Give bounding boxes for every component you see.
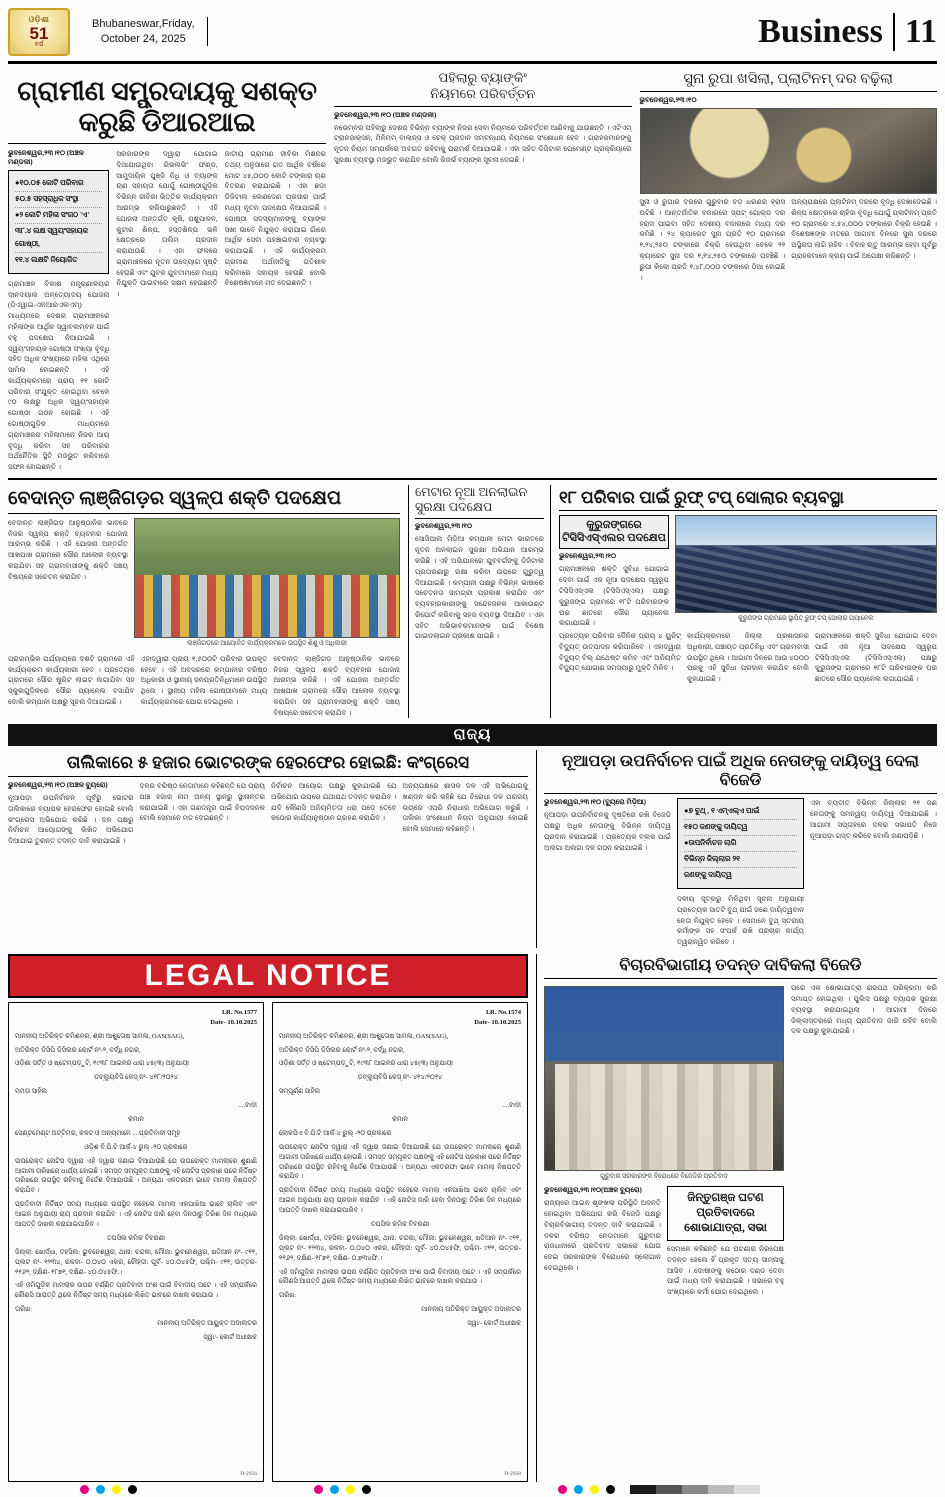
legal-respondents-2: ଲୋକପିଏ ବି.ପି.ଟି ଆର୍କ-୪ ରୁଲ୍ -୨୦ ପ୍ରକାରେ	[279, 1129, 392, 1137]
legal-date-2: Date- 10.10.2025	[474, 1018, 521, 1026]
section-title: Business	[758, 12, 883, 50]
judicial-body-2: ସେମାନେ କହିଛନ୍ତି ଯେ ଘଟଣାର ନିରପେକ୍ଷ ତଦନ୍ତ ହେଲେ ହିଁ ପ୍ରକୃତ ସତ୍ୟ ସାମ୍ନାକୁ ଆସିବ । ଦୋଷୀଙ୍କୁ କଠୋର ଦଣ୍ଡ ଦେବା ପାଇଁ ମଧ୍ୟ ଦାବି କରାଯାଇଛି । ସଭାରେ ବହୁ ସଂଖ୍ୟାରେ କର୍ମୀ ଯୋଗ ଦେଇଥିଲେ ।	[667, 1245, 784, 1297]
top-band	[8, 70, 937, 473]
legal-footer-code-1: D-2956	[240, 1470, 257, 1477]
congress-byline: ଭୁବନେଶ୍ୱର,୨୩।୧୦ (ଅଞ୍ଚଳ ବ୍ୟୁରୋ)	[8, 780, 108, 789]
lead-body-3: ଜାତୀୟ ଗ୍ରାମୀଣ ଜୀବିକା ମିଶନର ତଥ୍ୟ ଅନୁସାରେ ଗତ ଆର୍ଥିକ ବର୍ଷରେ ମୋଟ ୪୫,୦୦୦ କୋଟି ଟଙ୍କାର ଋଣ ବିତରଣ କରାଯାଇଛି । ଏହା ଛଡ଼ା ଡିଜିଟାଲ ଲେଣଦେଣ ପ୍ରସାର ପାଇଁ ମଧ୍ୟ ନୂତନ ପଦକ୍ଷେପ ନିଆଯାଇଛି । ଗୋଷ୍ଠୀ ସଦସ୍ୟମାନଙ୍କୁ ବ୍ୟାଙ୍କ ସଖୀ ଭାବେ ନିଯୁକ୍ତ କରାଯାଇ ଗାଁରେ ଆର୍ଥିକ ସେବା ପହଞ୍ଚାଇବାର ବ୍ୟବସ୍ଥା କରାଯାଇଛି । ଏହି କାର୍ଯ୍ୟକ୍ରମ ଗ୍ରାମୀଣ ଅର୍ଥନୀତିକୁ ଗତିଶୀଳ କରିବାରେ ସହାୟକ ହେଉଛି ବୋଲି ବିଶେଷଜ୍ଞମାନେ ମତ ଦେଇଛନ୍ତି ।	[224, 150, 326, 288]
registration-dot-black	[128, 1485, 137, 1494]
vedanta-body-4: ବେଦାନ୍ତ ଲାଞ୍ଜିଗଡ଼ ଆନୁଷ୍ଠାନିକ ଭାବରେ ନିଜର ସ୍ୱଳ୍ପ ଶକ୍ତି ବ୍ୟବହାର ଯୋଜନା ଆରମ୍ଭ କରିଛି । ଏହି ଯୋଜନା ଅନ୍ତର୍ଗତ ଆଖପାଖ ଗ୍ରାମରେ ସୌର ଆଲୋକ ବ୍ୟବସ୍ଥା କରାଯିବା ସହ ଗ୍ରାମବାସୀଙ୍କୁ ଶକ୍ତି ସଞ୍ଚୟ ବିଷୟରେ ସଚେତନ କରାଯିବ ।	[273, 654, 400, 717]
gold-jewellery-photo	[640, 108, 938, 194]
judicial-body-3: ପରେ ଏକ ଶୋଭାଯାତ୍ରା ରାଜପଥ ପରିକ୍ରମା କରି ସମାପ୍ତ ହୋଇଥିଲା । ପୁଲିସ ପକ୍ଷରୁ ବ୍ୟାପକ ସୁରକ୍ଷା ବ୍ୟବସ୍ଥା କରାଯାଇଥିଲା । ଆଗାମୀ ଦିନରେ ଜିଲ୍ଲାସ୍ତରରେ ମଧ୍ୟ ପ୍ରତିବାଦ ଜାରି ରହିବ ବୋଲି ଦଳ ପକ୍ଷରୁ କୁହାଯାଇଛି ।	[791, 984, 937, 1036]
registration-dot-magenta	[558, 1485, 567, 1494]
solar-panel-photo	[675, 515, 937, 613]
legal-notice-columns	[8, 1002, 528, 1482]
bjd-columns	[544, 798, 937, 948]
legal-schedule-1: ଜିଲ୍ଲା: ଖୋର୍ଦ୍ଧା, ତହସିଲ: ଭୁବନେଶ୍ୱର, ଥାନା: ଚନ୍ଦକା, ମୌଜା: ଭୁବନେଶ୍ୱର, ଖତିଆନ ନଂ- ୯୧୧, ପ୍ଲଟ ନଂ- ୧୨୩୪, ରକବା- ୦.୦୪୦ ଏକର, ଚୌହଦ୍ଦୀ: ପୂର୍ବ- ୪୦.୦୪୫ଫି, ପଶ୍ଚିମ- ୯୧୧, ଉତ୍ତର- ୧୧୬୨, ଦକ୍ଷିଣ- ୧୮୭୧, ଦକ୍ଷିଣ- ୪୦.୦୪୫ଫି.।	[15, 1248, 257, 1276]
meta-story	[408, 485, 551, 719]
solar-photo-block	[675, 515, 937, 629]
gold-headline: ସୁନା ରୁପା ଖସିଲା, ପ୍ଲାଟିନମ୍ ଦର ବଢ଼ିଲା	[640, 70, 938, 92]
legal-court-2c: ଓଡ଼ିଶା ସର୍ତ୍ତ ଓ ଷ୍ଟେମ୍ପଡ଼ୁଟି, ୧୯୩୮ ଆଇନର ଧାରା ୪୫(୩) ଅନୁଯାୟୀ	[279, 1060, 453, 1068]
legal-party-role-1: ....ବାଦୀ	[238, 1102, 257, 1110]
legal-notice-2	[272, 1002, 528, 1482]
congress-story	[8, 750, 528, 947]
legal-case-no-1: ଡବ୍ଲ୍ୟୁବିସି କେସ୍ ନଂ- ୪୧୮/୨୦୨୪	[94, 1074, 178, 1082]
bjd-column-1	[544, 798, 671, 948]
registration-dot-yellow	[112, 1485, 121, 1494]
vedanta-headline: ବେଦାନ୍ତ ଲାଞ୍ଜିଗଡ଼ର ସ୍ୱଳ୍ପ ଶକ୍ତି ପଦକ୍ଷେପ	[8, 488, 400, 514]
congress-body-1: ନୂଆପଡ଼ା ଉପନିର୍ବାଚନ ପୂର୍ବରୁ ଭୋଟର ତାଲିକାରେ ବ୍ୟାପକ ହେରଫେର ହୋଇଛି ବୋଲି କଂଗ୍ରେସ ଅଭିଯୋଗ କରିଛି । ଦଳ ପକ୍ଷରୁ ନିର୍ବାଚନ ଆୟୋଗଙ୍କୁ ଲିଖିତ ଅଭିଯୋଗ ଦିଆଯାଇ ତୁରନ୍ତ ତଦନ୍ତ ଦାବି କରାଯାଇଛି ।	[8, 793, 134, 846]
grey-scale-strip	[630, 1485, 760, 1494]
legal-text-2a: ଉପରୋକ୍ତ ନୋଟିସ ଦ୍ୱାରା ଏହି ଦ୍ୱାରା ଜଣାଇ ଦିଆଯାଉଛି ଯେ ଉପରୋକ୍ତ ମାମଲାରେ ଶୁଣାଣି ଆଗାମୀ ତାରିଖରେ ଧାର୍ଯ୍ୟ ହୋଇଛି । ସମସ୍ତ ସମ୍ପୃକ୍ତ ପକ୍ଷଙ୍କୁ ଏହି ନୋଟିସ ପ୍ରକାଶ ପରେ ନିର୍ଦ୍ଦିଷ୍ଟ ତାରିଖରେ ଉପସ୍ଥିତ ରହିବାକୁ ନିର୍ଦ୍ଦେଶ ଦିଆଯାଉଛି । ଅନ୍ୟଥା ଏକତରଫା ଭାବେ ମାମଲା ନିଷ୍ପତ୍ତି କରାଯିବ ।	[279, 1143, 521, 1181]
solar-body-1: ଗ୍ରାମାଞ୍ଚଳରେ ଶକ୍ତି ସୁବିଧା ଯୋଗାଇ ଦେବା ପାଇଁ ଏକ ନୂଆ ପଦକ୍ଷେପ ସ୍ୱରୂପ ଟିସିସିଏସ୍ଏଲ (ଟିସିସିଏସ୍ଏଲ) ପକ୍ଷରୁ କୁରୁଜଙ୍ଗ ଗ୍ରାମରେ ୧୮ଟି ପରିବାରଙ୍କ ଘର ଛାତରେ ସୌର ପ୍ୟାନେଲ ଲଗାଯାଇଛି ।	[559, 565, 669, 628]
lead-column-3	[225, 149, 326, 473]
banking-byline: ଭୁବନେଶ୍ୱର,୨୩।୧୦ (ଅଞ୍ଚଳ ମଣ୍ଡଳୀ)	[334, 110, 437, 119]
solar-photo-caption: କୁରୁଜଙ୍ଗ ଗ୍ରାମରେ ସ୍ଥାପିତ ରୁଫ୍ ଟପ୍ ସୋଲାର ପ୍ୟାନେଲ	[738, 615, 874, 623]
solar-body-3: କାର୍ଯ୍ୟକ୍ରମରେ ଜିଲ୍ଲା ପ୍ରଶାସନର ଅଧିକାରୀ, ପଞ୍ଚାୟତ ପ୍ରତିନିଧି ଏବଂ ଗ୍ରାମବାସୀ ଉପସ୍ଥିତ ଥିଲେ । ଆଗାମୀ ଦିନରେ ଆଉ ୪୦୦୦ ଘରକୁ ଏହି ସୁବିଧା ପ୍ରଦାନ କରାଯିବ ବୋଲି କୁହାଯାଇଛି ।	[687, 632, 809, 684]
legal-date-label-2: ତାରିଖ:	[279, 1292, 297, 1300]
registration-dots-mid	[314, 1485, 378, 1494]
banking-headline-line2: ନିୟମରେ ପରିବର୍ତ୍ତନ	[430, 86, 536, 102]
date-line-1: Bhubaneswar,Friday,	[92, 17, 195, 30]
logo-anniversary-number: 51	[29, 23, 49, 43]
legal-court-2a: ମାନନୀୟ ଅତିରିକ୍ତ କମିଶନର, ଶ୍ରୀ ଆଶୁତୋଷ ସାମଲ, OAS(SAG),	[279, 1032, 449, 1040]
legal-schedule-head-2: ତପସିଲ କମିକ ବିବରଣୀ	[370, 1221, 430, 1228]
registration-dot-cyan	[96, 1485, 105, 1494]
vedanta-photo-block	[134, 518, 400, 651]
registration-dot-cyan	[330, 1485, 339, 1494]
banking-headline-line1: ପହିଲାରୁ ବ୍ୟାଙ୍କିଂ	[438, 70, 527, 85]
legal-party-2: ସମ୍ପୂର୍ଣ୍ଣ ସାହିଲ	[279, 1088, 321, 1096]
bjd-factbox-item: ୧୫୦ ଜଣଙ୍କୁ ଦାୟିତ୍ୱ	[684, 820, 797, 836]
factbox-item: ●୧୦.୦୫ କୋଟି ପରିବାର	[15, 176, 102, 192]
judicial-photo-caption: ଗୁରୁବାର ସରକାରଙ୍କ ବିରୋଧରେ ବିଜେଡିର ପ୍ରତିବାଦ	[600, 1173, 728, 1181]
lead-byline: ଭୁବନେଶ୍ୱର,୨୩।୧୦ (ଅଞ୍ଚଳ ମଣ୍ଡଳୀ)	[8, 149, 84, 167]
judicial-boxhead-line3: ଶୋଭାଯାତ୍ରା, ସଭା	[684, 1222, 767, 1235]
bjd-byline: ଭୁବନେଶ୍ୱର,୨୩।୧୦ (ବ୍ୟୁରୋ ମିଡ଼ିଆ)	[544, 798, 646, 807]
meta-body: ସୋସିଆଲ ମିଡ଼ିଆ କମ୍ପାନୀ ମେଟା ଭାରତରେ ନୂତନ ଅନଲାଇନ ସୁରକ୍ଷା ଅଭିଯାନ ଆରମ୍ଭ କରିଛି । ଏହି ଅଭିଯାନରେ ଯୁବବର୍ଗଙ୍କୁ ଡିଜିଟାଲ ପ୍ରତାରଣାରୁ ରକ୍ଷା କରିବା ଉପରେ ଗୁରୁତ୍ୱ ଦିଆଯାଇଛି । କମ୍ପାନୀ ପକ୍ଷରୁ ବିଭିନ୍ନ ଭାଷାରେ ସଚେତନତା ସାମଗ୍ରୀ ପ୍ରକାଶ କରାଯିବ ଏବଂ ବ୍ୟବହାରକାରୀଙ୍କୁ ସନ୍ଦେହଜନକ ଆକାଉଣ୍ଟ ରିପୋର୍ଟ କରିବାକୁ ସହଜ ବ୍ୟବସ୍ଥା ଦିଆଯିବ । ଏହା ସହିତ ଅଭିଭାବକମାନଙ୍କ ପାଇଁ ବିଶେଷ ଗାଇଡଲାଇନ ପ୍ରକାଶ ପାଇଛି ।	[415, 535, 544, 641]
legal-notice-section	[8, 954, 528, 1482]
bjd-body-3: ଏହା ବ୍ୟତୀତ ବିଭିନ୍ନ ଜିଲ୍ଲାର ୨୧ ଜଣ ନେତାଙ୍କୁ ସମନ୍ୱୟ ଦାୟିତ୍ୱ ଦିଆଯାଇଛି । ଆଗାମୀ ସପ୍ତାହରେ ଦଳର ସଭାପତି ନିଜେ ନୂଆପଡ଼ା ଗସ୍ତ କରିବେ ବୋଲି ଜଣାପଡ଼ିଛି ।	[810, 799, 937, 840]
meta-headline-line1: ମେଟାର ନୂଆ ଅନଲାଇନ	[415, 484, 528, 499]
vedanta-body-1: ବେଦାନ୍ତ ଲାଞ୍ଜିଗଡ଼ ଆନୁଷ୍ଠାନିକ ଭାବରେ ନିଜର ସ୍ୱଳ୍ପ ଶକ୍ତି ବ୍ୟବହାର ଯୋଜନା ଆରମ୍ଭ କରିଛି । ଏହି ଯୋଜନା ଅନ୍ତର୍ଗତ ଆଖପାଖ ଗ୍ରାମରେ ସୌର ଆଲୋକ ବ୍ୟବସ୍ଥା କରାଯିବା ସହ ଗ୍ରାମବାସୀଙ୍କୁ ଶକ୍ତି ସଞ୍ଚୟ ବିଷୟରେ ସଚେତନ କରାଯିବ ।	[8, 518, 128, 581]
registration-dot-yellow	[590, 1485, 599, 1494]
meta-headline-line2: ସୁରକ୍ଷା ପଦକ୍ଷେପ	[415, 500, 493, 515]
gold-byline: ଭୁବନେଶ୍ୱର,୨୩।୧୦	[639, 96, 697, 105]
bjd-story	[536, 750, 937, 947]
solar-story	[559, 485, 937, 719]
solar-boxhead	[559, 515, 669, 549]
bjd-factbox-item: ●ଉପନିର୍ବାଚନ ଲାଗି	[684, 836, 797, 852]
legal-court-1b: ଅତିରିକ୍ତ ଡିସିପି ଡିସିଲର କୋର୍ଟ ନଂ-୨, ବର୍ଦ୍ଧି ନଗର,	[15, 1046, 141, 1054]
vedanta-story	[8, 485, 400, 719]
congress-body-2: ଦଳର ବରିଷ୍ଠ ନେତାମାନେ କହିଛନ୍ତି ଯେ ପ୍ରାୟ ପାଞ୍ଚ ହଜାର ନାମ ଅନ୍ୟ ସ୍ଥାନରୁ ସ୍ଥାନାନ୍ତର କରାଯାଇଛି । ଏହା ଗଣତନ୍ତ୍ର ପାଇଁ ବିପଦଜନକ ବୋଲି ସେମାନେ ମତ ଦେଇଛନ୍ତି ।	[139, 781, 265, 823]
judicial-col-b	[667, 1186, 784, 1298]
solar-left-col	[559, 515, 669, 629]
legal-court-1c: ଓଡ଼ିଶା ସର୍ତ୍ତ ଓ ଷ୍ଟେମ୍ପଡ଼ୁଟି, ୧୯୩୮ ଆଇନର ଧାରା ୪୫(୩) ଅନୁଯାୟୀ	[15, 1060, 189, 1068]
publication-logo	[8, 8, 70, 56]
congress-headline: ତାଲିକାରେ ୫ ହଜାର ଭୋଟରଙ୍କ ହେରଫେର ହୋଇଛି: କଂଗ୍ରେସ	[8, 753, 528, 777]
bjd-factbox-item: ●୭ ବୁଥ୍ , ୧ ଏମ୍ଏଲ୍ଏ ପାଇଁ	[684, 804, 797, 820]
bjd-factbox	[677, 798, 804, 889]
congress-body-4: ଅନ୍ୟପକ୍ଷରେ ଶାସକ ଦଳ ଏହି ଅଭିଯୋଗକୁ ଖଣ୍ଡନ କରି କହିଛି ଯେ ବିରୋଧୀ ଦଳ ପରାଜୟ ଭୟରେ ଏପରି ନିରାଧାର ଅଭିଯୋଗ କରୁଛି । ତାଲିକା ସଂଶୋଧନ ନିୟମ ଅନୁଯାୟୀ ହୋଇଛି ବୋଲି ସେମାନେ କହିଛନ୍ତି ।	[402, 781, 528, 834]
lead-column-2	[116, 149, 217, 473]
congress-body-3: ନିର୍ବାଚନ ଆୟୋଗ ପକ୍ଷରୁ କୁହାଯାଇଛି ଯେ ଅଭିଯୋଗ ଉପରେ ଯଥାଯଥ ତଦନ୍ତ କରାଯିବ । ଯଦି କୌଣସି ଅନିୟମିତତା ଧରା ପଡ଼େ ତେବେ କଠୋର କାର୍ଯ୍ୟାନୁଷ୍ଠାନ ଗ୍ରହଣ କରାଯିବ ।	[271, 781, 397, 823]
banking-story	[334, 70, 632, 473]
registration-dots-left	[80, 1485, 144, 1494]
rajya-section-strip: ରାଜ୍ୟ	[8, 724, 937, 746]
legal-sign-1a: ମାନନୀୟ ଅତିରିକ୍ତ ଆୟୁକ୍ତ ଅଦାଲତର	[157, 1320, 257, 1328]
congress-columns	[8, 781, 528, 847]
legal-notice-title: LEGAL NOTICE	[8, 954, 528, 998]
judicial-boxhead-line2: ପ୍ରତିବାଦରେ	[696, 1207, 755, 1220]
logo-top-text: ଓଡ଼ିଶା	[28, 14, 50, 24]
judicial-body-1: ରାଜ୍ୟରେ ଆଇନ ଶୃଙ୍ଖଳା ପରିସ୍ଥିତି ଅବନତି ହୋଇଥିବା ଅଭିଯୋଗ କରି ବିଜେଡି ପକ୍ଷରୁ ବିଚାରବିଭାଗୀୟ ତଦନ୍ତ ଦାବି କରାଯାଇଛି । ଦଳର ବରିଷ୍ଠ ନେତାମାନେ ଗୁରୁବାର ରାଜଧାନୀରେ ପ୍ରତିବାଦ ସଭାରେ ଯୋଗ ଦେଇ ସରକାରଙ୍କ ବିରୋଧରେ ସ୍ଲୋଗାନ ଦେଇଥିଲେ ।	[544, 1199, 661, 1272]
bjd-factbox-item: ଜଣଙ୍କୁ ଦାୟିତ୍ୱ	[684, 870, 732, 879]
legal-date-label-1: ତାରିଖ:	[15, 1306, 33, 1314]
meta-byline: ଭୁବନେଶ୍ୱର,୨୩।୧୦	[415, 522, 473, 531]
meta-headline	[415, 485, 544, 520]
legal-case-no-2: ଡବ୍ଲ୍ୟୁବିସି କେସ୍ ନଂ- ୪୧୪/୨୦୨୪	[357, 1074, 443, 1082]
registration-dot-black	[362, 1485, 371, 1494]
lead-headline: ଗ୍ରାମୀଣ ସମ୍ପ୍ରଦାୟକୁ ସଶକ୍ତ କରୁଛି ଡିଆରଆଇ	[8, 76, 326, 144]
judicial-col-a	[544, 1186, 661, 1298]
bjd-body-1: ନୂଆପଡ଼ା ଉପନିର୍ବାଚନକୁ ଦୃଷ୍ଟିରେ ରଖି ବିଜେଡି ପକ୍ଷରୁ ଅଧିକ ନେତାଙ୍କୁ ବିଭିନ୍ନ ଦାୟିତ୍ୱ ପ୍ରଦାନ କରାଯାଇଛି । ପ୍ରତ୍ୟେକ ବ୍ଲକ ପାଇଁ ଅଲଗା ଅଲଗା ଦଳ ଗଠନ କରାଯାଇଛି ।	[544, 811, 671, 852]
factbox-item: ୩୮.୪ ଲକ୍ଷ ସ୍ୱୟଂସହାୟକ ଗୋଷ୍ଠୀ,	[15, 224, 102, 253]
bjd-body-2: ଦଳୀୟ ସୂତ୍ରରୁ ମିଳିଥିବା ସୂଚନା ଅନୁଯାୟୀ ପ୍ରତ୍ୟେକ ସାତଟି ବୁଥ୍ ପାଇଁ ଜଣେ ଦାୟିତ୍ୱବାନ ନେତା ନିଯୁକ୍ତ ହେବେ । ସେମାନେ ବୁଥ୍ ସ୍ତରୀୟ କର୍ମୀଙ୍କ ସହ ସଂପର୍କ ରଖି ପ୍ରଚାର କାର୍ଯ୍ୟ ତ୍ୱରାନ୍ୱିତ କରିବେ ।	[677, 894, 804, 947]
solar-boxhead-line1: କୁରୁଜଙ୍ଗରେ	[586, 519, 642, 532]
lead-factbox	[8, 170, 109, 274]
third-band	[8, 750, 937, 947]
lead-body-1: ଗ୍ରାମାଞ୍ଚଳ ବିକାଶ ମନ୍ତ୍ରଣାଳୟର ଦୀନଦୟାଲ ଅନ୍ତ୍ୟୋଦୟ ଯୋଜନା (ଡିଏୱାଇ-ଏନଆରଏଲଏମ୍) ମାଧ୍ୟମରେ ଦେଶର ଗ୍ରାମାଞ୍ଚଳରେ ମହିଳାଙ୍କ ଆର୍ଥିକ ସ୍ୱାବଲମ୍ବନ ପାଇଁ ବହୁ ପଦକ୍ଷେପ ନିଆଯାଇଛି । ସ୍ୱୟଂସହାୟକ ଗୋଷ୍ଠୀ ସଂଖ୍ୟା ବୃଦ୍ଧି ସହିତ ଅଧିକ ସଂଖ୍ୟାରେ ମହିଳା ଏଥିରେ ସାମିଲ ହୋଇଛନ୍ତି । ଏହି କାର୍ଯ୍ୟକ୍ରମରେ ପ୍ରାୟ ୧୧ କୋଟି ପରିବାର ସଂଯୁକ୍ତ ହୋଇଥିବା ବେଳେ ୯୦ ଲକ୍ଷରୁ ଅଧିକ ସ୍ୱୟଂସହାୟକ ଗୋଷ୍ଠୀ ଗଠନ ହୋଇଛି । ଏହି ଗୋଷ୍ଠୀଗୁଡ଼ିକ ମାଧ୍ୟମରେ ଗ୍ରାମାଞ୍ଚଳର ମହିଳାମାନେ ନିଜର ଆୟ ବୃଦ୍ଧି କରିବା ସହ ପରିବାରର ଅର୍ଥନୈତିକ ସ୍ଥିତି ମଜଭୁତ କରିବାରେ ସଫଳ ହୋଇଛନ୍ତି ।	[8, 279, 110, 472]
legal-text-2c: ଏହି ଜମିଗୁଡ଼ିକ ମାମଲାର ଉପର ବର୍ଣ୍ଣିତ ପ୍ରତିବାଦୀ ଅଂଶ ପାଇଁ ବିବାଦୀୟ ଅଟେ । ଏହି ସମ୍ପର୍କରେ କୌଣସି ଆପତ୍ତି ଥିଲେ ନିର୍ଦ୍ଦିଷ୍ଟ ସମୟ ମଧ୍ୟରେ ଲିଖିତ ଭାବରେ ଦାଖଲ କରାଯାଉ ।	[279, 1268, 521, 1286]
vedanta-body-3: ଏହାଦ୍ୱାରା ପ୍ରାୟ ୧,୫୦୦ଟି ପରିବାର ଉପକୃତ ହେବେ । ଏହି ଅବସରରେ କମ୍ପାନୀର ବରିଷ୍ଠ ଅଧିକାରୀ ଓ ସ୍ଥାନୀୟ ଜନପ୍ରତିନିଧିମାନେ ଉପସ୍ଥିତ ଥିଲେ । ସ୍ଥାନୀୟ ମହିଳା ଗୋଷ୍ଠୀମାନେ ମଧ୍ୟ କାର୍ଯ୍ୟକ୍ରମରେ ଯୋଗ ଦେଇଥିଲେ ।	[140, 654, 268, 706]
bjd-factbox-item: ବିଭିନ୍ନ ଜିଲ୍ଲାର ୨୧	[684, 852, 797, 868]
legal-sign-1b: ସ୍ୱା/- କୋର୍ଟ ଅଧୀକ୍ଷକ	[203, 1334, 257, 1342]
divider-after-top-band	[8, 478, 937, 480]
legal-footer-code-2: D-2958	[504, 1470, 521, 1477]
legal-date-1: Date- 10.10.2025	[210, 1018, 257, 1026]
legal-court-2b: ଅତିରିକ୍ତ ଡିସିପି ଡିସିଲର କୋର୍ଟ ନଂ-୨, ବର୍ଦ୍ଧି ନଗର,	[279, 1046, 405, 1054]
legal-sign-2b: ସ୍ୱା/- କୋର୍ଟ ଅଧୀକ୍ଷକ	[467, 1320, 521, 1328]
registration-dot-cyan	[574, 1485, 583, 1494]
lead-body-2: ସରକାରଙ୍କ ଦ୍ୱାରା ଯୋଗାଇ ଦିଆଯାଉଥିବା ରିଭଲଭିଂ ଫଣ୍ଡ, ସାମୁଦାୟିକ ପୁଞ୍ଜି ନିଧି ଓ ବ୍ୟାଙ୍କ ଋଣ ସହାୟତା ଯୋଗୁଁ ଗୋଷ୍ଠୀଗୁଡ଼ିକ ବିଭିନ୍ନ ଜୀବିକା ଭିତ୍ତିକ କାର୍ଯ୍ୟକ୍ରମ ଆରମ୍ଭ କରିପାରୁଛନ୍ତି । ଏହି ଯୋଜନା ଅନ୍ତର୍ଗତ କୃଷି, ପଶୁପାଳନ, କୁଟୀର ଶିଳ୍ପ, ହସ୍ତଶିଳ୍ପ ଭଳି କ୍ଷେତ୍ରରେ ତାଲିମ ପ୍ରଦାନ କରାଯାଉଛି । ଏହା ଫଳରେ ଗ୍ରାମାଞ୍ଚଳରେ ନୂତନ ଉଦ୍ୟୋଗ ସୃଷ୍ଟି ହେଉଛି ଏବଂ ଯୁବକ ଯୁବତୀମାନେ ମଧ୍ୟ ନିଯୁକ୍ତି ପାଇବାରେ ସକ୍ଷମ ହେଉଛନ୍ତି ।	[116, 150, 218, 299]
legal-versus-2: କମାନ	[392, 1115, 408, 1123]
judicial-headline: ବିଚାରବିଭାଗୀୟ ତଦନ୍ତ ଦାବିକଲା ବିଜେଡି	[544, 957, 937, 979]
second-band	[8, 485, 937, 719]
gold-body-2: ଅନ୍ୟପକ୍ଷରେ ପ୍ଲାଟିନମ୍ ଦରରେ ବୃଦ୍ଧି ଦେଖାଦେଇଛି । ଶିଳ୍ପ କ୍ଷେତ୍ରରେ ଚାହିଦା ବୃଦ୍ଧି ଯୋଗୁଁ ପ୍ଲାଟିନମ୍ ପ୍ରତି ୧୦ ଗ୍ରାମରେ ୪,୫୪,୦୦୦ ଟଙ୍କାରେ ବିକ୍ରି ହେଉଛି । ବିଶେଷଜ୍ଞଙ୍କ ମତରେ ଆଗାମୀ ଦିନରେ ସୁନା ଦରରେ ଅସ୍ଥିରତା ଲାଗି ରହିବ । ବିବାହ ଋତୁ ଆରମ୍ଭ ହେବା ପୂର୍ବରୁ ଗ୍ରାହକମାନେ କ୍ରୟ ପାଇଁ ଅପେକ୍ଷା କରିଛନ୍ତି ।	[791, 198, 937, 261]
issue-date	[80, 17, 208, 47]
registration-dot-black	[606, 1485, 615, 1494]
judicial-story	[536, 954, 937, 1482]
legal-party-role-2: ....ବାଦୀ	[502, 1102, 521, 1110]
congress-column-1	[8, 781, 134, 847]
registration-dot-yellow	[346, 1485, 355, 1494]
factbox-item: ୧୧.୪ ଲକ୍ଷଟି ନିୟୋଜିତ	[15, 254, 78, 264]
bjd-headline: ନୂଆପଡ଼ା ଉପନିର୍ବାଚନ ପାଇଁ ଅଧିକ ନେତାଙ୍କୁ ଦାୟିତ୍ୱ ଦେଲା ବିଜେଡି	[544, 753, 937, 794]
factbox-item: ୫୦.୫ ସହସ୍ରାଧିକ ସଂସ୍ଥା	[15, 192, 102, 208]
vedanta-group-photo	[134, 518, 400, 638]
legal-sign-2a: ମାନନୀୟ ଅତିରିକ୍ତ ଆୟୁକ୍ତ ଅଦାଲତର	[421, 1306, 521, 1314]
top-right-stories	[334, 70, 937, 473]
masthead	[8, 6, 937, 64]
legal-respondents-1: ସେଣ୍ଟମେଣ୍ଟ ଅଟ୍ଟିମର, କଳଟ ଓ ଅନ୍ୟମାନେ ....ପ୍ରତିବାଦୀ ସମୂହ	[15, 1129, 181, 1137]
factbox-item: ●୨ କୋଟି ମହିଳା ସଂଗଠ 'ଏ'	[15, 208, 102, 224]
judicial-protest-photo	[544, 986, 784, 1171]
registration-dots-right	[558, 1485, 760, 1494]
lead-column-1	[8, 149, 109, 473]
color-registration-bar	[0, 1481, 945, 1497]
solar-headline: ୧୮ ପରିବାର ପାଇଁ ରୁଫ୍ ଟପ୍ ସୋଲାର ବ୍ୟବସ୍ଥା	[559, 488, 937, 512]
legal-court-1a: ମାନନୀୟ ଅତିରିକ୍ତ କମିଶନର, ଶ୍ରୀ ଆଶୁତୋଷ ସାମଲ, OAS(SAG),	[15, 1032, 185, 1040]
judicial-left	[544, 983, 784, 1298]
judicial-byline: ଭୁବନେଶ୍ୱର,୨୩।୧୦(ଅଞ୍ଚଳ ବ୍ୟୁରୋ)	[544, 1186, 642, 1195]
gold-story	[640, 70, 938, 473]
bjd-column-2	[677, 798, 804, 948]
banking-body: ନଭେମ୍ବର ପହିଲାରୁ ଦେଶର ବିଭିନ୍ନ ବ୍ୟାଙ୍କ ନିଜର ସେବା ନିୟମରେ ପରିବର୍ତ୍ତନ ଆଣିବାକୁ ଯାଉଛନ୍ତି । ଏଟିଏମ୍ ଟ୍ରାନଜାକ୍ସନ, ମିନିମମ୍ ବାଲାନ୍ସ ଓ ଚେକ୍ ପ୍ରଦାନ ସମ୍ବନ୍ଧୀୟ ନିୟମରେ ସଂଶୋଧନ ହେବ । ଗ୍ରାହକମାନଙ୍କୁ ନୂତନ ନିୟମ ସମ୍ପର୍କରେ ଅବଗତ ରହିବାକୁ ପରାମର୍ଶ ଦିଆଯାଇଛି । ଏହା ସହିତ ଡିଜିଟାଲ ପେମେଣ୍ଟ ପ୍ରକ୍ରିୟାରେ ସୁରକ୍ଷା ବ୍ୟବସ୍ଥା ମଜଭୁତ କରାଯିବ ବୋଲି ରିଜର୍ଭ ବ୍ୟାଙ୍କ ସୂଚନା ଦେଇଛି ।	[334, 123, 632, 164]
legal-schedule-head-1: ତପସିଲ କମିକ ବିବରଣୀ	[106, 1234, 166, 1242]
legal-party-1: ମମତା ସାହିଲ	[15, 1088, 48, 1096]
vedanta-body-2: ପ୍ରାରମ୍ଭିକ ପର୍ଯ୍ୟାୟରେ ଦଶଟି ଗ୍ରାମରେ ଏହି କାର୍ଯ୍ୟକ୍ରମ କାର୍ଯ୍ୟକାରୀ ହେବ । ପ୍ରତ୍ୟେକ ଗ୍ରାମରେ ସୌର ଷ୍ଟ୍ରିଟ ଲାଇଟ ଲଗାଯିବା ସହ ସ୍କୁଲଗୁଡ଼ିକରେ ସୌର ପ୍ୟାନେଲ ବସାଯିବ ବୋଲି କମ୍ପାନୀ ପକ୍ଷରୁ ସୂଚନା ଦିଆଯାଇଛି ।	[8, 654, 135, 706]
lead-columns	[8, 149, 326, 473]
vedanta-photo-caption: ଲାଞ୍ଜିଗଡ଼ରେ ଆୟୋଜିତ କାର୍ଯ୍ୟକ୍ରମରେ ଉପସ୍ଥିତ ଶିଶୁ ଓ ଅଧିକାରୀ	[187, 639, 347, 647]
legal-ir-no-1: I.R. No.1577	[221, 1008, 257, 1016]
solar-body-2: ପ୍ରତ୍ୟେକ ପରିବାର ଦୈନିକ ପ୍ରାୟ ୪ ୟୁନିଟ୍ ବିଦ୍ୟୁତ୍ ଉତ୍ପାଦନ କରିପାରିବେ । ଏହାଦ୍ୱାରା ବିଦ୍ୟୁତ୍ ବିଲ୍ ଯଥେଷ୍ଟ କମିବ ଏବଂ ଅନିୟମିତ ବିଦ୍ୟୁତ୍ ଯୋଗାଣ ସମସ୍ୟାରୁ ମୁକ୍ତି ମିଳିବ ।	[559, 632, 681, 673]
solar-byline: ଭୁବନେଶ୍ୱର,୨୩।୧୦	[559, 552, 617, 561]
banking-headline	[334, 70, 632, 107]
legal-text-1b: ପ୍ରତିବାଦୀ ନିର୍ଦ୍ଦିଷ୍ଟ ସମୟ ମଧ୍ୟରେ ଉପସ୍ଥିତ ନହେଲେ ମାମଲା ଏକପାଖିଆ ଭାବେ ଚାଲିବ ଏବଂ ଆଇନ ଅନୁଯାୟୀ ରାୟ ପ୍ରଦାନ କରାଯିବ । ଏହି ନୋଟିସ ଜାରି ହେବା ଦିନଠାରୁ ତିରିଶ ଦିନ ମଧ୍ୟରେ ଆପତ୍ତି ଦାଖଲ କରାଯାଇପାରିବ ।	[15, 1201, 257, 1228]
solar-boxhead-line2: ଟିସିସିଏସ୍ଏଲର ପଦକ୍ଷେପ	[562, 532, 666, 545]
legal-ir-no-2: I.R. No.1574	[485, 1008, 521, 1016]
legal-notice-1	[8, 1002, 264, 1482]
legal-rule-1: ଓଡ଼ିଶ ବି.ପି.ଟି ଆର୍କ-୪ ରୁଲ୍ -୨୦ ପ୍ରକାରେ	[84, 1143, 188, 1151]
judicial-boxhead-line1: ଜିନ୍ତୁଗଞ୍ଜ ଘଟଣ	[687, 1192, 764, 1205]
lead-story	[8, 74, 326, 473]
legal-schedule-2: ଜିଲ୍ଲା: ଖୋର୍ଦ୍ଧା, ତହସିଲ: ଭୁବନେଶ୍ୱର, ଥାନା: ଚନ୍ଦକା, ମୌଜା: ଭୁବନେଶ୍ୱର, ଖତିଆନ ନଂ- ୯୧୧, ପ୍ଲଟ ନଂ- ୧୨୩୪, ରକବା- ୦.୦୪୦ ଏକର, ଚୌହଦ୍ଦୀ: ପୂର୍ବ- ୪୦.୦୪୫ଫି, ପଶ୍ଚିମ- ୯୧୧, ଉତ୍ତର- ୧୧୬୨, ଦକ୍ଷିଣ- ୧୮୭୧, ଦକ୍ଷିଣ- ୦.୭୩୪ଫି.।	[279, 1234, 521, 1262]
registration-dot-magenta	[80, 1485, 89, 1494]
logo-sub-text: ବର୍ଷ	[34, 41, 44, 48]
legal-versus-1: କମାନ	[128, 1115, 144, 1123]
registration-dot-magenta	[314, 1485, 323, 1494]
judicial-boxhead	[667, 1186, 784, 1241]
date-line-2: October 24, 2025	[100, 32, 186, 45]
solar-body-4: ଗ୍ରାମାଞ୍ଚଳରେ ଶକ୍ତି ସୁବିଧା ଯୋଗାଇ ଦେବା ପାଇଁ ଏକ ନୂଆ ପଦକ୍ଷେପ ସ୍ୱରୂପ ଟିସିସିଏସ୍ଏଲ (ଟିସିସିଏସ୍ଏଲ) ପକ୍ଷରୁ କୁରୁଜଙ୍ଗ ଗ୍ରାମରେ ୧୮ଟି ପରିବାରଙ୍କ ଘର ଛାତରେ ସୌର ପ୍ୟାନେଲ ଲଗାଯାଇଛି ।	[815, 632, 937, 684]
bottom-band	[8, 954, 937, 1482]
legal-text-2b: ପ୍ରତିବାଦୀ ନିର୍ଦ୍ଦିଷ୍ଟ ସମୟ ମଧ୍ୟରେ ଉପସ୍ଥିତ ନହେଲେ ମାମଲା ଏକପାଖିଆ ଭାବେ ଚାଲିବ ଏବଂ ଆଇନ ଅନୁଯାୟୀ ରାୟ ପ୍ରଦାନ କରାଯିବ । ଏହି ନୋଟିସ ଜାରି ହେବା ଦିନଠାରୁ ତିରିଶ ଦିନ ମଧ୍ୟରେ ଆପତ୍ତି ଦାଖଲ କରାଯାଇପାରିବ ।	[279, 1187, 521, 1215]
page-number: 11	[893, 13, 937, 51]
gold-body-1: ସୁନା ଓ ରୁପାର ଦରରେ ଗୁରୁବାର ବଡ଼ ଧରଣର ହ୍ରାସ ଘଟିଛି । ଆନ୍ତର୍ଜାତିକ ବଜାରରେ ସ୍ପଟ୍ ଗୋଲ୍ଡ ଦର ହ୍ରାସ ପାଇବା ସହିତ ଦେଶୀୟ ବଜାରରେ ମଧ୍ୟ ଦର କମିଛି । ୨୪ କ୍ୟାରେଟ ସୁନା ପ୍ରତି ୧୦ ଗ୍ରାମରେ ୧,୨୪,୨୫୦ ଟଙ୍କାରେ ବିକ୍ରି ହେଉଥିବା ବେଳେ ୨୨ କ୍ୟାରେଟ ସୁନା ଦର ୧,୧୪,୨୫୦ ଟଙ୍କାରେ ପହଞ୍ଚିଛି । ରୁପା କିଲୋ ପ୍ରତି ୧,୪୮,୦୦୦ ଟଙ୍କାରେ ଠିଆ ହୋଇଛି ।	[639, 198, 786, 282]
legal-text-1a: ଉପରୋକ୍ତ ନୋଟିସ ଦ୍ୱାରା ଏହି ଦ୍ୱାରା ଜଣାଇ ଦିଆଯାଉଛି ଯେ ଉପରୋକ୍ତ ମାମଲାରେ ଶୁଣାଣି ଆଗାମୀ ତାରିଖରେ ଧାର୍ଯ୍ୟ ହୋଇଛି । ସମସ୍ତ ସମ୍ପୃକ୍ତ ପକ୍ଷଙ୍କୁ ଏହି ନୋଟିସ ପ୍ରକାଶ ପରେ ନିର୍ଦ୍ଦିଷ୍ଟ ତାରିଖରେ ଉପସ୍ଥିତ ରହିବାକୁ ନିର୍ଦ୍ଦେଶ ଦିଆଯାଉଛି । ଅନ୍ୟଥା ଏକତରଫା ଭାବେ ମାମଲା ନିଷ୍ପତ୍ତି କରାଯିବ ।	[15, 1157, 257, 1195]
legal-text-1c: ଏହି ଜମିଗୁଡ଼ିକ ମାମଲାର ଉପର ବର୍ଣ୍ଣିତ ପ୍ରତିବାଦୀ ଅଂଶ ପାଇଁ ବିବାଦୀୟ ଅଟେ । ଏହି ସମ୍ପର୍କରେ କୌଣସି ଆପତ୍ତି ଥିଲେ ନିର୍ଦ୍ଦିଷ୍ଟ ସମୟ ମଧ୍ୟରେ ଲିଖିତ ଭାବରେ ଦାଖଲ କରାଯାଉ ।	[15, 1282, 257, 1300]
